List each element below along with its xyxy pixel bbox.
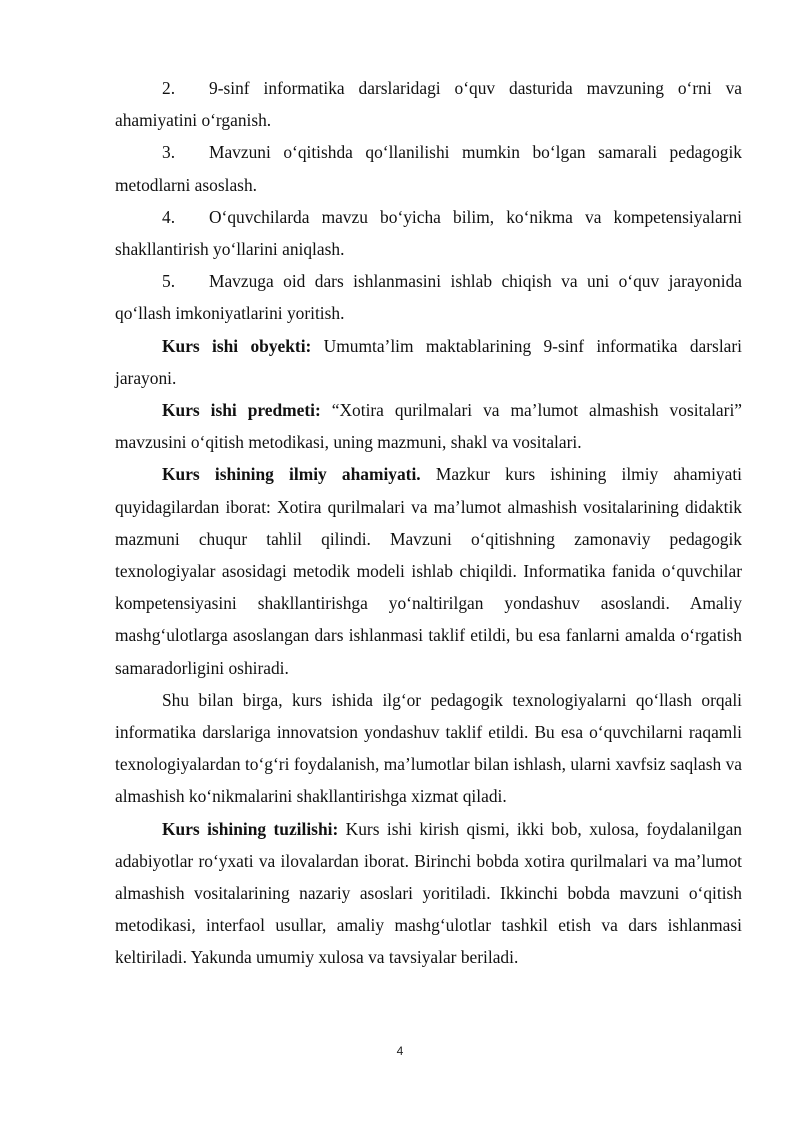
- list-item-number: 3.: [162, 142, 176, 163]
- structure-paragraph: [115, 813, 742, 974]
- page-number: 4: [396, 1044, 404, 1058]
- structure-text: Kurs ishi kirish qismi, ikki bob, xulosa, foydalanilgan adabiyotlar ro‘yxati va ilovalardan iborat. Birinchi bobda xotira qurilmalari va ma’lumot almashish vositalarining nazariy asoslari yoritiladi. Ikkinchi bobda mavzuni o‘qitish metodikasi, interfaol usullar, amaliy mashg‘ulotlar tashkil etish va dars ishlanmasi keltiriladi. Yakunda umumiy xulosa va tavsiyalar beriladi.: [115, 818, 742, 968]
- object-paragraph: [115, 330, 742, 394]
- significance-paragraph: [115, 458, 742, 683]
- list-item-number: 4.: [162, 206, 176, 227]
- list-item-text: Mavzuni o‘qitishda qo‘llanilishi mumkin bo‘lgan samarali pedagogik metodlarni asoslash.: [115, 142, 742, 195]
- list-item-4: [115, 201, 742, 265]
- subject-paragraph: [115, 394, 742, 458]
- additional-paragraph: Shu bilan birga, kurs ishida ilg‘or pedagogik texnologiyalarni qo‘llash orqali informatika darslariga innovatsion yondashuv taklif etildi. Bu esa o‘quvchilarni raqamli texnologiyalardan to‘g‘ri foydalanish, ma’lumotlar bilan ishlash, ularni xavfsiz saqlash va almashish ko‘nikmalarini shakllantirishga xizmat qiladi.: [115, 689, 742, 807]
- significance-label: Kurs ishining ilmiy ahamiyati.: [162, 464, 421, 485]
- subject-text: “Xotira qurilmalari va ma’lumot almashish vositalari” mavzusini o‘qitish metodikasi, uning mazmuni, shakl va vositalari.: [115, 400, 742, 453]
- list-item-3: [115, 136, 742, 200]
- object-label: Kurs ishi obyekti:: [162, 335, 312, 356]
- list-item-5: [115, 265, 742, 329]
- structure-label: Kurs ishining tuzilishi:: [162, 818, 339, 839]
- list-item-text: 9-sinf informatika darslaridagi o‘quv dasturida mavzuning o‘rni va ahamiyatini o‘rganish.: [115, 78, 742, 131]
- list-item-number: 5.: [162, 271, 176, 292]
- significance-text: Mazkur kurs ishining ilmiy ahamiyati quyidagilardan iborat: Xotira qurilmalari va ma’lumot almashish vositalarining didaktik mazmuni chuqur tahlil qilindi. Mavzuni o‘qitishning zamonaviy pedagogik texnologiyalar asosidagi metodik modeli ishlab chiqildi. Informatika fanida o‘quvchilar kompetensiyasini shakllantirishga yo‘naltirilgan yondashuv asoslandi. Amaliy mashg‘ulotlarga asoslangan dars ishlanmasi taklif etildi, bu esa fanlarni amalda o‘rgatish samaradorligini oshiradi.: [115, 464, 743, 678]
- list-item-number: 2.: [162, 78, 176, 98]
- list-item-text: Mavzuga oid dars ishlanmasini ishlab chiqish va uni o‘quv jarayonida qo‘llash imkoniyatlarini yoritish.: [115, 271, 742, 324]
- subject-label: Kurs ishi predmeti:: [162, 400, 321, 421]
- list-item-text: O‘quvchilarda mavzu bo‘yicha bilim, ko‘nikma va kompetensiyalarni shakllantirish yo‘llarini aniqlash.: [115, 206, 742, 260]
- object-text: Umumta’lim maktablarining 9-sinf informatika darslari jarayoni.: [115, 335, 742, 388]
- list-item-2: [115, 72, 742, 136]
- page-content: [115, 72, 742, 974]
